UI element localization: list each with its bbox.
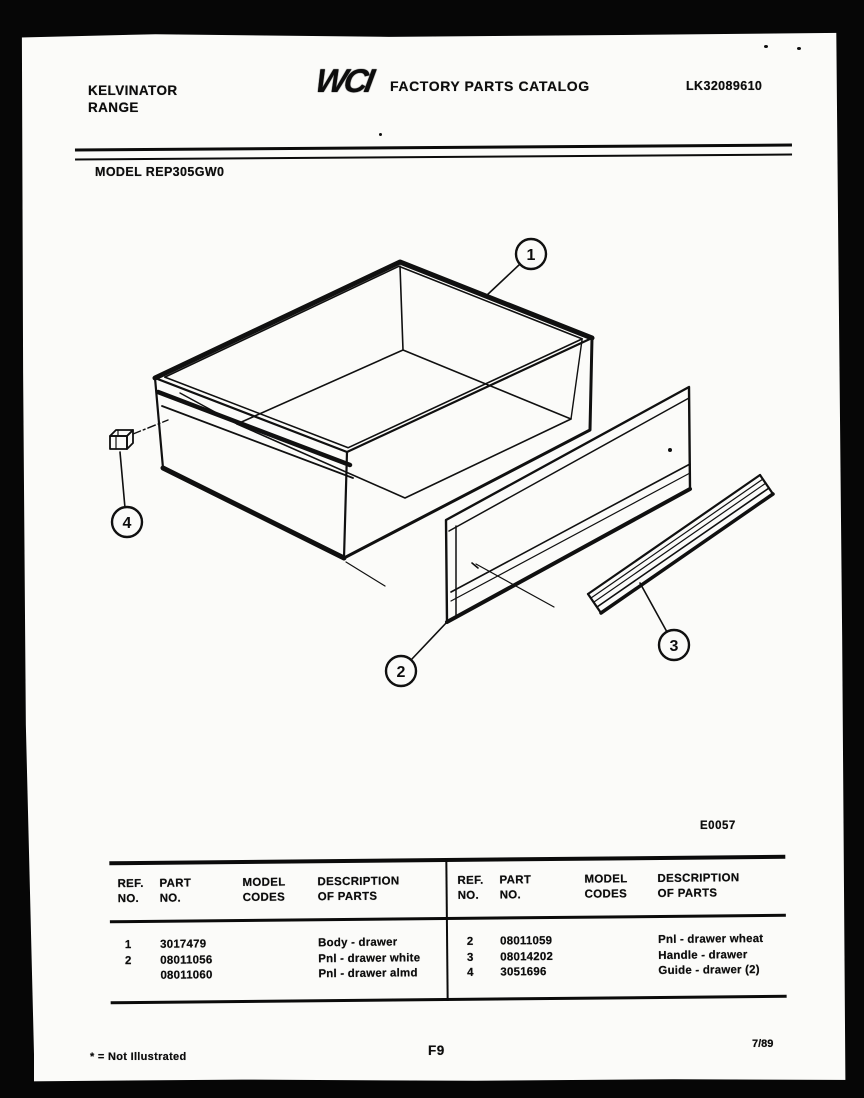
document-code: LK32089610 bbox=[686, 79, 763, 93]
panel-mark bbox=[472, 563, 478, 568]
header-rule bbox=[75, 143, 792, 160]
plate-code: E0057 bbox=[700, 820, 736, 832]
scan-edge-top bbox=[0, 0, 864, 38]
col-header-description: DESCRIPTION OF PARTS bbox=[317, 875, 400, 904]
callout-3-number: 3 bbox=[669, 638, 679, 655]
callout-3-leader bbox=[640, 583, 667, 632]
catalog-title: FACTORY PARTS CATALOG bbox=[390, 78, 590, 94]
alignment-lines bbox=[133, 420, 554, 607]
wci-logo: WCI bbox=[312, 62, 375, 99]
col-header-part: PART NO. bbox=[499, 874, 532, 902]
drawer-guide-part bbox=[110, 430, 133, 449]
scan-speck bbox=[797, 47, 801, 50]
callout-2-number: 2 bbox=[396, 664, 406, 681]
col-header-ref: REF. NO. bbox=[457, 874, 484, 902]
col-header-ref: REF. NO. bbox=[117, 877, 144, 906]
brand-product: RANGE bbox=[88, 100, 139, 115]
callout-4-number: 4 bbox=[122, 515, 132, 532]
col-header-model: MODEL CODES bbox=[584, 873, 628, 901]
scan-speck bbox=[379, 133, 382, 136]
scan-edge-bottom bbox=[0, 1078, 864, 1098]
col-header-description: DESCRIPTION OF PARTS bbox=[657, 872, 740, 900]
table-row: 08011060 Pnl - drawer almd bbox=[160, 967, 418, 982]
exploded-diagram bbox=[82, 212, 792, 712]
table-row: 1 3017479 Body - drawer bbox=[124, 936, 398, 952]
not-illustrated-footnote: * = Not Illustrated bbox=[90, 1051, 187, 1063]
callout-1-number: 1 bbox=[526, 247, 536, 264]
date-code: 7/89 bbox=[752, 1038, 774, 1050]
brand-block bbox=[88, 82, 178, 116]
drawer-panel-part bbox=[446, 387, 690, 622]
table-row: 2 08011059 Pnl - drawer wheat bbox=[466, 932, 764, 948]
table-row: 4 3051696 Guide - drawer (2) bbox=[467, 964, 760, 979]
col-header-part: PART NO. bbox=[159, 877, 192, 905]
panel-screw-dot bbox=[668, 448, 672, 452]
drawer-body-part bbox=[155, 262, 592, 558]
table-row: 3 08014202 Handle - drawer bbox=[466, 948, 748, 964]
scan-edge-right bbox=[836, 0, 864, 1098]
model-number-line: MODEL REP305GW0 bbox=[95, 165, 225, 179]
scan-speck bbox=[764, 45, 768, 48]
col-header-model: MODEL CODES bbox=[242, 876, 286, 904]
scan-edge-left bbox=[0, 0, 34, 1098]
callout-2-leader bbox=[411, 622, 447, 660]
brand-name: KELVINATOR bbox=[88, 83, 178, 98]
page-number: F9 bbox=[428, 1043, 445, 1058]
callout-4-leader bbox=[120, 452, 125, 508]
callout-1-leader bbox=[486, 264, 520, 296]
table-row: 2 08011056 Pnl - drawer white bbox=[124, 951, 421, 967]
parts-table bbox=[109, 855, 786, 1007]
